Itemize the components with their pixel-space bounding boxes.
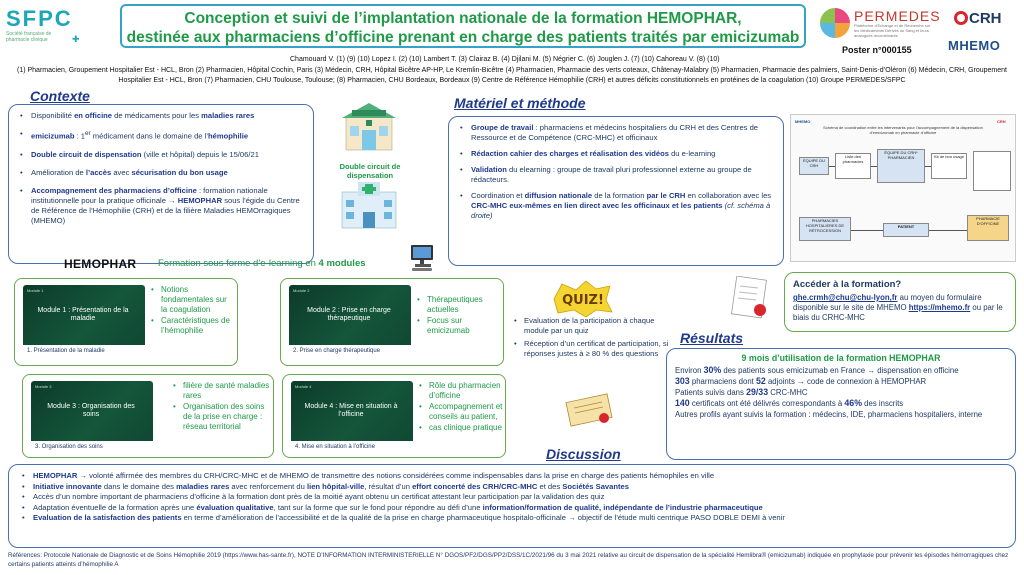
result-line: 140 certificats ont été délivrés correspondants à 46% des inscrits (675, 398, 904, 408)
module-2-card[interactable]: Module 2 Module 2 : Prise en charge thérapeutique 2. Prise en charge thérapeutique (289, 285, 411, 357)
hospital-icon (338, 178, 400, 230)
elearning-label: Formation sous forme d’e-learning en 4 modules (158, 258, 366, 269)
schema-liste-right: Kit de bon usage (931, 153, 967, 179)
list-item: • Evaluation de la satisfaction des patients en terme d’amélioration de l’accessibilité et de la qualité de la prise en charge pharmaceutique hospitalo-officinale → objectif de l’étude multi centrique PASO DOBLE DEMI à venir (21, 513, 1003, 524)
list-item: • Caractéristiques de l’hémophilie (151, 316, 235, 336)
module-3-topics (173, 381, 271, 433)
schema-equipe-pharma: ÉQUIPE DU CRH* PHARMACIEN (877, 149, 925, 183)
access-box (784, 272, 1016, 332)
discussion-list (21, 471, 1003, 524)
schema-equipe-crh: ÉQUIPE DU CRH (799, 157, 829, 175)
access-title: Accéder à la formation? (793, 279, 902, 290)
materiel-box (448, 116, 784, 266)
quiz-icon (552, 280, 614, 318)
list-item: • Initiative innovante dans le domaine des maladies rares avec renforcement du lien hôpital-ville, résultat d’un effort concerté des CRH/CRC-MHC et des Sociétés Savantes (21, 482, 1003, 493)
list-item: • HEMOPHAR → volonté affirmée des membres du CRH/CRC-MHC et de MHEMO de transmettre des notions considérées comme indispensables dans la prise en charge des patients hémophiles en ville (21, 471, 1003, 482)
module-3-box (22, 374, 274, 458)
list-item: • Coordination et diffusion nationale de la formation par le CRH en collaboration avec les CRC-MHC eux-mêmes en lien direct avec les officinaux et les patients (cf. schéma à droite) (459, 191, 773, 221)
flower-icon (820, 8, 850, 38)
schema-patient: PATIENT (883, 223, 929, 237)
list-item: • Rédaction cahier des charges et réalisation des vidéos du e-learning (459, 149, 773, 159)
module-1-topics (151, 285, 235, 337)
list-item: • emicizumab : 1er médicament dans le domaine de l’hémophilie (19, 129, 303, 142)
schema-arrow (829, 166, 835, 167)
computer-icon (408, 242, 438, 272)
hemophar-logo: HEMOPHAR (64, 257, 137, 271)
list-item: • Focus sur emicizumab (417, 316, 501, 336)
coordination-schema: MHEMO CRH Schéma de coordination entre les intervenants pour l’accompagnement de la dispensation d’emicizumab en pharmacie d’officine ÉQUIPE DU CRH Liste des pharmacies ÉQUIPE DU CRH* PHARMACIEN Kit de bon usage PHARMACIES HOSPITALIERES DE RÉTROCESSION PATIENT PHARMACIE D’OFFICINE (790, 114, 1016, 262)
schema-liste-left: Liste des pharmacies (835, 153, 871, 179)
list-item: • Validation du elearning : groupe de travail pluri professionnel externe au groupe de rédacteurs. (459, 165, 773, 185)
list-item: • filière de santé maladies rares (173, 381, 271, 401)
materiel-title: Matériel et méthode (454, 95, 586, 111)
contexte-box (8, 104, 314, 264)
result-line: Patients suivis dans 29/33 CRC-MHC (675, 387, 808, 397)
poster-title (120, 4, 806, 48)
references: Références: Protocole Nationale de Diagnostic et de Soins Hémophilie 2019 (https://www.has-sante.fr), NOTE D’INFORMATION INTERMINISTERIELLE N° DGOS/PF2/DGS/PP2/DSS/1C/2021/96 du 3 mai 2021 relative au circuit de dispensation de la spécialité Hemlibra® (emicizumab) indiquée en prophylaxie pour prévenir les épisodes hémorragiques chez certains patients atteints d’hémophilie A (8, 552, 1009, 568)
module-1-card[interactable]: Module 1 Module 1 : Présentation de la maladie 1. Présentation de la maladie (23, 285, 145, 357)
list-item: • Amélioration de l’accès avec sécurisation du bon usage (19, 168, 303, 178)
ring-icon (954, 11, 968, 25)
resultats-subtitle: 9 mois d’utilisation de la formation HEMOPHAR (741, 353, 941, 363)
access-text: ghe.crmh@chu@chu-lyon,fr au moyen du formulaire disponible sur le site de MHEMO https://mhemo.fr ou par le biais du CRHC-MHC (793, 293, 1003, 322)
list-item: • Evaluation de la participation à chaque module par un quiz (514, 316, 674, 336)
schema-arrow (851, 230, 883, 231)
list-item: • Adaptation éventuelle de la formation après une évaluation qualitative, tant sur la forme que sur le fond pour répondre au défi d’une information/formation de qualité, indépendante de l’industrie pharmaceutique (21, 503, 1003, 514)
result-line: Autres profils ayant suivis la formation : médecins, IDE, pharmaciens hospitaliers, interne (675, 410, 983, 419)
result-line: Environ 30% des patients sous emicizumab en France → dispensation en officine (675, 365, 959, 375)
list-item: • Organisation des soins de la prise en charge : réseau territorial (173, 402, 271, 432)
resultats-title: Résultats (680, 330, 744, 346)
list-item: • Double circuit de dispensation (ville et hôpital) depuis le 15/06/21 (19, 150, 303, 160)
contexte-title: Contexte (30, 88, 90, 104)
title-line-1: Conception et suivi de l’implantation nationale de la formation HEMOPHAR, (184, 10, 742, 27)
access-email-link[interactable]: ghe.crmh@chu@chu-lyon,fr (793, 293, 898, 302)
list-item: • Réception d’un certificat de participation, si réponses justes à ≥ 80 % des questions (514, 339, 674, 359)
list-item: • Notions fondamentales sur la coagulation (151, 285, 235, 315)
title-line-2: destinée aux pharmaciens d’officine prenant en charge des patients traités par emicizumab (126, 29, 800, 46)
schema-side-box (973, 151, 1011, 191)
poster-number: Poster n°000155 (842, 45, 912, 55)
authors: Chamouard V. (1) (9) (10) Lopez I. (2) (10) Lambert T. (3) Clairaz B. (4) Djilani M. (5) Négrier C. (6) Jouglen J. (7) (10) Cahoreau V. (8) (10) (290, 56, 720, 63)
schema-arrow (925, 166, 931, 167)
svg-text:QUIZ!: QUIZ! (562, 293, 604, 308)
plus-icon: ✚ (72, 34, 80, 44)
module-2-topics (417, 295, 501, 337)
schema-arrow (871, 166, 877, 167)
scroll-icon (560, 390, 618, 430)
affiliations: (1) Pharmacien, Groupement Hospitalier Est - HCL, Bron (2) Pharmacien, Hôpital Cochin, Paris (3) Médecin, CRH, Hôpital Bicêtre AP-HP, Le Kremlin-Bicêtre (4) Pharmacien, Pharmacie des verts coteaux, Châtenay-Malabry (5) Pharmacien, Pharmacie des palmiers, Saint-Denis-d’Oléron (6) Médecin, CRH, Groupement Hospitalier Est - HCL, Bron (7) Pharmacien, CHU Toulouse, Toulouse; (8) Pharmacien, CHU Bordeaux, Bordeaux (9) Centre de Référence Hémophilie (CRH) et autres déficits constitutionnels en protéines de la coagulation (10) Groupe PERMEDES/SFPC (17, 67, 1007, 84)
materiel-list (459, 123, 773, 221)
discussion-title: Discussion (546, 446, 621, 462)
pharmacy-icon (340, 100, 398, 152)
resultats-box (666, 348, 1016, 460)
mhemo-logo: MHEMO (948, 38, 1001, 53)
evaluation-list (514, 316, 674, 362)
dispensation-label: Double circuit de dispensation (339, 162, 401, 180)
list-item: • Thérapeutiques actuelles (417, 295, 501, 315)
list-item: • cas clinique pratique (419, 423, 505, 433)
certificate-icon (728, 276, 774, 320)
module-2-box (280, 278, 504, 366)
module-3-card[interactable]: Module 3 Module 3 : Organisation des soins 3. Organisation des soins (31, 381, 153, 453)
schema-officine: PHARMACIE D’OFFICINE (967, 215, 1009, 241)
list-item: • Disponibilité en officine de médicaments pour les maladies rares (19, 111, 303, 121)
list-item: • Rôle du pharmacien d’officine (419, 381, 505, 401)
module-4-topics (419, 381, 505, 434)
list-item: • Accompagnement et conseils au patient, (419, 402, 505, 422)
module-1-box (14, 278, 238, 366)
mhemo-link[interactable]: https://mhemo.fr (908, 303, 971, 312)
discussion-box (8, 464, 1016, 548)
crh-logo: CRH (954, 10, 1002, 27)
module-4-card[interactable]: Module 4 Module 4 : Mise en situation à l’officine 4. Mise en situation à l’officine (291, 381, 413, 453)
module-4-box (282, 374, 506, 458)
sfpc-logo: SFPC Société française de pharmacie clinique ✚ (6, 6, 80, 44)
result-line: 303 pharmaciens dont 52 adjoints → code de connexion à HEMOPHAR (675, 376, 927, 386)
permedes-logo: PERMEDES Plateforme d'Echange et de Recherche sur les Médicaments Dérivés du Sang et leurs analogues recombinants (820, 6, 940, 42)
schema-pharmacies: PHARMACIES HOSPITALIERES DE RÉTROCESSION (799, 217, 851, 241)
contexte-list (19, 111, 303, 226)
list-item: • Accès d’un nombre important de pharmaciens d’officine à la formation dont près de la moitié ayant obtenu un certificat attestant leur participation par la validation des quiz (21, 492, 1003, 503)
schema-arrow (929, 230, 967, 231)
list-item: • Accompagnement des pharmaciens d’officine : formation nationale institutionnelle pour la pratique officinale → HEMOPHAR sous l’égide du Centre de Référence de l’Hémophilie (CRH) et de la filière Maladies HEMOrragiques (MHEMO) (19, 186, 303, 226)
list-item: • Groupe de travail : pharmaciens et médecins hospitaliers du CRH et des Centres de Ressource et de Compétence (CRC-MHC) et officinaux (459, 123, 773, 143)
